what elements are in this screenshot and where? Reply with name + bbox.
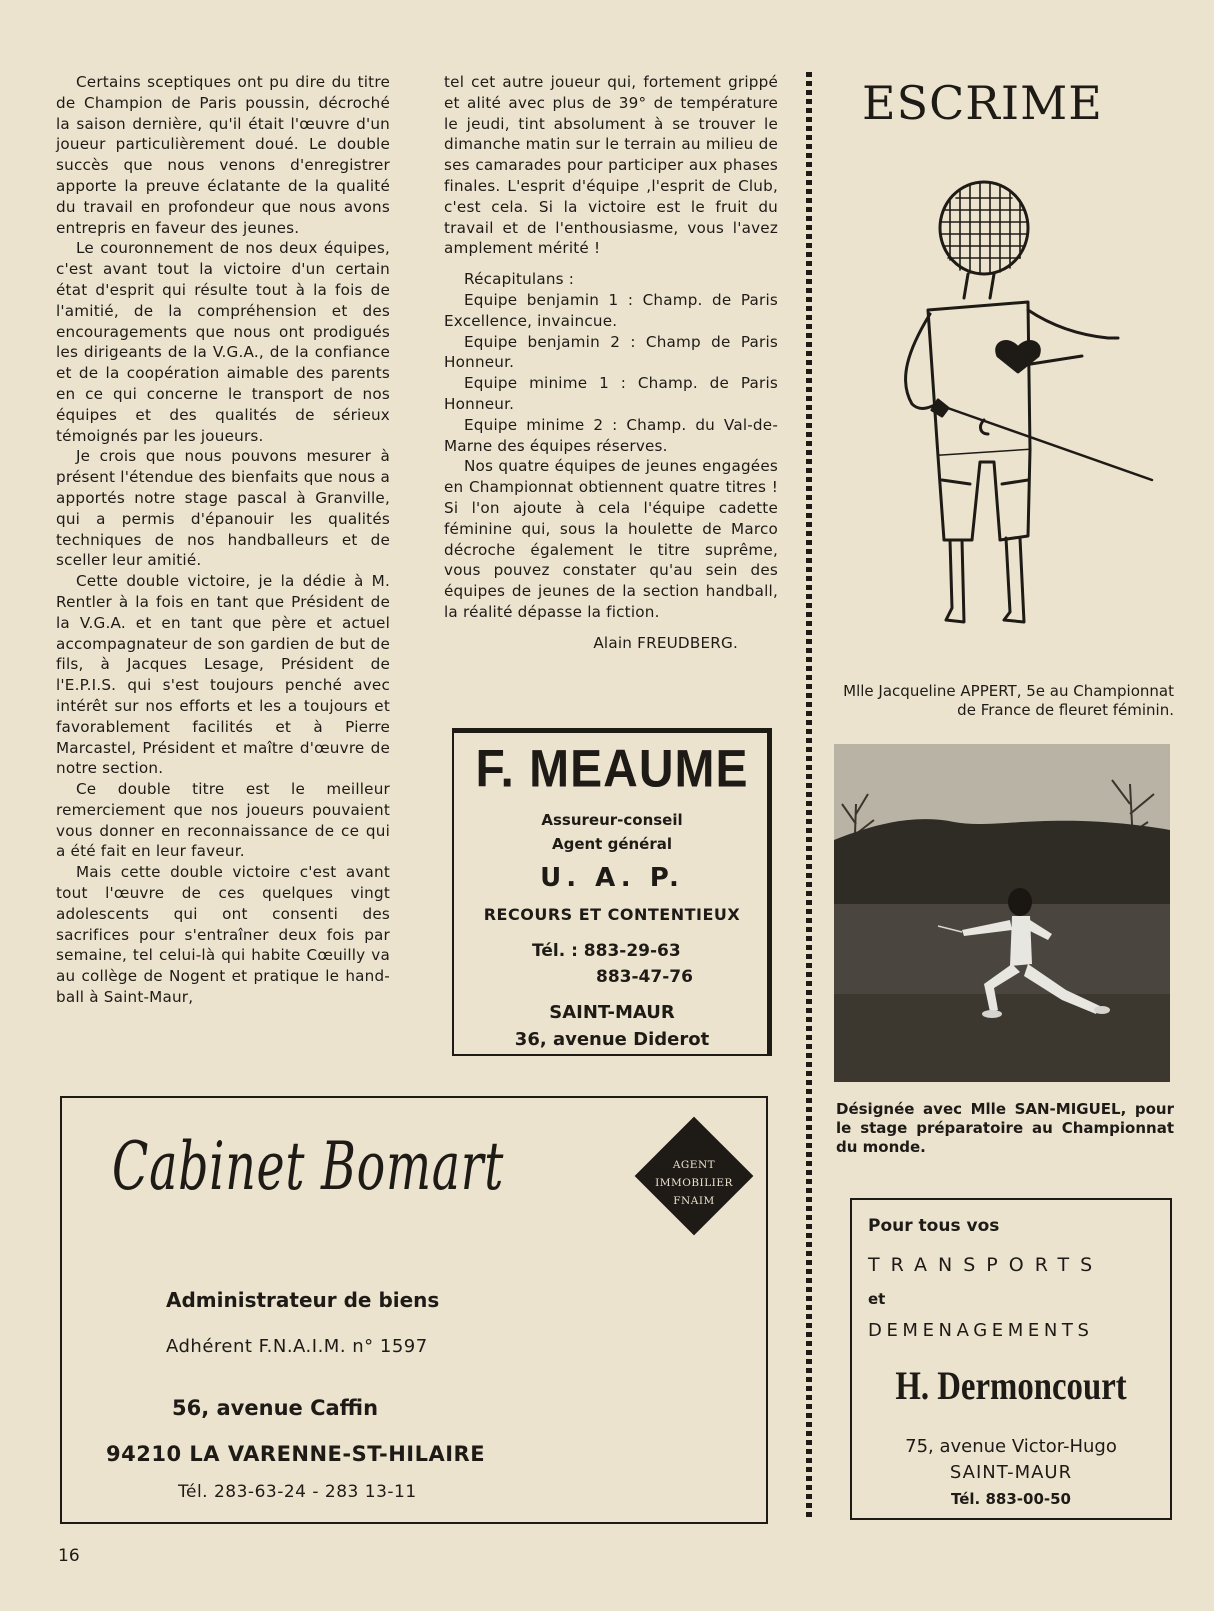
advertiser-role: Administrateur de biens [166,1288,440,1312]
fencing-photo-drawing [834,744,1170,1082]
city: SAINT-MAUR [949,1462,1073,1483]
section-title: ESCRIME [862,76,1103,130]
paragraph: tel cet autre joueur qui, fortement grippé et alité avec plus de 39° de température le jeudi, tint absolument à se trouver le dimanche matin sur le terrain au milieu de ses camarades pour participer aux phases finales. L'esprit d'équipe ,l'esprit de Club, c'est cela. Si la victoire est le fruit du travail et de l'enthousiasme, vous l'avez amplement mérité ! [444,73,778,258]
membership-number: Adhérent F.N.A.I.M. n° 1597 [166,1336,428,1357]
paragraph: Je crois que nous pouvons mesurer à présent l'étendue des bienfaits que nous a apportés notre stage pascal à Granville, qui a permis d'épanouir les qualités techniques de nos handballeurs et de sceller leur amitié. [56,447,390,570]
advertiser-name: F. MEAUME [475,740,749,799]
ad-intro: Pour tous vos [868,1216,1000,1236]
signature: Alain FREUDBERG. [593,633,738,652]
recap-item: Equipe minime 2 : Champ. du Val-de-Marne des équipes réserves. [444,415,778,455]
article-column-2 [444,72,778,654]
advertiser-role: Agent général [551,835,672,853]
phone-numbers: Tél. 283-63-24 - 283 13-11 [178,1482,417,1502]
paragraph: Le couronnement de nos deux équipes, c'est avant tout la victoire d'un certain état d'esprit qui résulte tout à la fois de l'amitié, de la compréhension et des encouragements que nous ont prodigués les dirigeants de la V.G.A., de la confiance et de la coopération aimable des parents en ce qui concerne le transport de nos équipes et des qualités de sérieux témoignés par les joueurs. [56,239,390,445]
advertiser-name: H. Dermoncourt [895,1363,1127,1408]
phone-number: Tél. 883-00-50 [951,1490,1071,1508]
badge-line: IMMOBILIER [655,1177,733,1189]
paragraph: Mais cette double victoire c'est avant tout l'œuvre de ces quelques vingt adolescents qui ont consenti des sacrifices pour s'entraîner deux fois par semaine, tel celui-là qui habite Cœuilly va au collège de Nogent et pratique le hand-ball à Saint-Maur, [56,863,390,1007]
fencer-illustration [868,180,1158,640]
phone-number: 883-29-63 [583,941,681,961]
paragraph: Cette double victoire, je la dédie à M. Rentler à la fois en tant que Président de la V.G.A. et en tant que père et actuel accompagnateur de son gardien de but de fils, à Jacques Lesage, Président de l'E.P.I.S. qui s'est toujours penché avec intérêt sur nos efforts et les a toujours et favorablement facilités et à Pierre Marcastel, Président et maître d'œuvre de notre section. [56,572,390,778]
ad-conjunction: et [868,1290,886,1308]
page-number: 16 [58,1546,80,1566]
advertisement-dermoncourt [850,1198,1172,1520]
street-address: 75, avenue Victor-Hugo [905,1436,1117,1457]
phone-number: 883-47-76 [596,967,693,987]
badge-line: AGENT [672,1159,716,1171]
drawing-caption: Mlle Jacqueline APPERT, 5e au Championnat de France de fleuret féminin. [843,682,1174,719]
recap-title: Récapitulans : [464,270,575,289]
phone-block [454,938,770,990]
advertiser-logo-name: Cabinet Bomart [112,1128,505,1205]
fnaim-badge-text [632,1156,756,1210]
column-divider [806,72,812,1518]
phone-label: Tél. : [532,941,578,961]
service-line: RECOURS ET CONTENTIEUX [483,905,741,924]
advertisement-meaume [452,728,772,1056]
advertisement-bomart [60,1096,768,1524]
paragraph: Ce double titre est le meilleur remerciement que nos joueurs pouvaient vous donner en reconnaissance de ce qui a été fait en leur faveur. [56,780,390,861]
badge-line: FNAIM [673,1195,715,1207]
advertiser-role: Assureur-conseil [541,811,683,829]
recap-item: Equipe benjamin 1 : Champ. de Paris Excellence, invaincue. [444,290,778,330]
recap-item: Equipe benjamin 2 : Champ de Paris Honneur. [444,332,778,372]
ad-service: TRANSPORTS [868,1254,1104,1276]
paragraph: Certains sceptiques ont pu dire du titre de Champion de Paris poussin, décroché la saison dernière, qu'il était l'œuvre d'un joueur particulièrement doué. Le double succès que nous venons d'enregistrer apporte la preuve éclatante de la qualité du travail en profondeur que nous avons entrepris en faveur des jeunes. [56,73,390,237]
city: 94210 LA VARENNE-ST-HILAIRE [106,1442,486,1466]
recap-item: Equipe minime 1 : Champ. de Paris Honneur. [444,374,778,413]
fencing-photo [834,744,1170,1082]
paragraph: Nos quatre équipes de jeunes engagées en Championnat obtiennent quatre titres ! Si l'on ajoute à cela l'équipe cadette féminine qui, sous la houlette de Marco décroche également le titre suprême, vous pouvez constater qu'au sein des équipes de jeunes de la section handball, la réalité dépasse la fiction. [444,457,778,621]
street-address: 36, avenue Diderot [514,1029,710,1050]
photo-caption: Désignée avec Mlle SAN-MIGUEL, pour le stage préparatoire au Championnat du monde. [836,1100,1174,1156]
ad-service: DEMENAGEMENTS [868,1320,1094,1341]
company-acronym: U. A. P. [540,863,684,893]
article-column-1 [56,72,390,1008]
city: SAINT-MAUR [549,1002,675,1023]
street-address: 56, avenue Caffin [172,1396,379,1420]
